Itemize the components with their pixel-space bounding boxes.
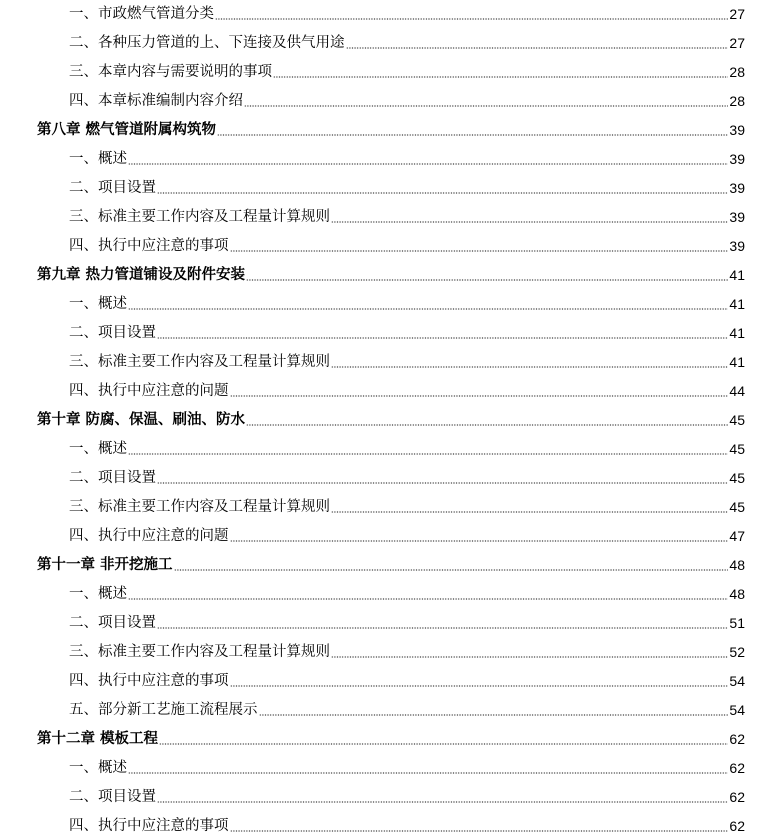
toc-entry-title: 第八章 燃气管道附属构筑物 [37, 122, 217, 138]
toc-dot-leader [230, 684, 729, 688]
toc-entry-title: 第十章 防腐、保温、刷油、防水 [37, 412, 246, 428]
toc-entry-title: 四、本章标准编制内容介绍 [69, 93, 243, 109]
toc-dot-leader [157, 481, 728, 485]
toc-chapter-entry[interactable] [37, 406, 745, 430]
toc-entry-title: 五、部分新工艺施工流程展示 [69, 702, 258, 718]
toc-section-entry[interactable] [69, 319, 745, 343]
toc-dot-leader [217, 133, 728, 137]
toc-entry-title: 二、项目设置 [69, 470, 156, 486]
toc-dot-leader [230, 539, 729, 543]
toc-entry-title: 三、标准主要工作内容及工程量计算规则 [69, 209, 330, 225]
toc-dot-leader [346, 46, 729, 50]
toc-entry-title: 三、标准主要工作内容及工程量计算规则 [69, 499, 330, 515]
toc-dot-leader [128, 162, 728, 166]
toc-section-entry[interactable] [69, 522, 745, 546]
toc-entry-title: 二、项目设置 [69, 789, 156, 805]
toc-entry-title: 四、执行中应注意的问题 [69, 383, 229, 399]
toc-page-number: 62 [729, 789, 745, 805]
toc-entry-title: 三、本章内容与需要说明的事项 [69, 64, 272, 80]
toc-dot-leader [157, 191, 728, 195]
toc-entry-title: 三、标准主要工作内容及工程量计算规则 [69, 354, 330, 370]
toc-page-number: 39 [729, 151, 745, 167]
toc-dot-leader [128, 307, 728, 311]
toc-dot-leader [215, 17, 728, 21]
toc-page-number: 45 [729, 499, 745, 515]
toc-page-number: 45 [729, 412, 745, 428]
toc-page-number: 47 [729, 528, 745, 544]
toc-page-number: 54 [729, 702, 745, 718]
toc-section-entry[interactable] [69, 435, 745, 459]
toc-chapter-entry[interactable] [37, 725, 745, 749]
toc-section-entry[interactable] [69, 58, 745, 82]
toc-section-entry[interactable] [69, 609, 745, 633]
toc-section-entry[interactable] [69, 348, 745, 372]
toc-entry-title: 第九章 热力管道铺设及附件安装 [37, 267, 246, 283]
toc-page-number: 62 [729, 818, 745, 834]
toc-dot-leader [259, 713, 729, 717]
toc-entry-title: 第十一章 非开挖施工 [37, 557, 173, 573]
toc-entry-title: 二、项目设置 [69, 325, 156, 341]
toc-entry-title: 三、标准主要工作内容及工程量计算规则 [69, 644, 330, 660]
toc-dot-leader [230, 829, 729, 833]
toc-section-entry[interactable] [69, 638, 745, 662]
toc-page-number: 45 [729, 441, 745, 457]
toc-section-entry[interactable] [69, 29, 745, 53]
toc-page-number: 52 [729, 644, 745, 660]
toc-page-number: 41 [729, 325, 745, 341]
toc-dot-leader [157, 800, 728, 804]
toc-section-entry[interactable] [69, 232, 745, 256]
toc-section-entry[interactable] [69, 174, 745, 198]
toc-dot-leader [331, 365, 728, 369]
toc-page-number: 27 [729, 35, 745, 51]
toc-section-entry[interactable] [69, 290, 745, 314]
toc-page-number: 51 [729, 615, 745, 631]
toc-page-number: 28 [729, 93, 745, 109]
toc-section-entry[interactable] [69, 812, 745, 836]
toc-page-number: 39 [729, 238, 745, 254]
toc-page-number: 27 [729, 6, 745, 22]
toc-page-number: 62 [729, 731, 745, 747]
toc-page-number: 54 [729, 673, 745, 689]
toc-dot-leader [230, 249, 729, 253]
toc-page-number: 39 [729, 209, 745, 225]
toc-dot-leader [331, 655, 728, 659]
toc-section-entry[interactable] [69, 667, 745, 691]
toc-chapter-entry[interactable] [37, 116, 745, 140]
toc-dot-leader [246, 423, 728, 427]
toc-page-number: 41 [729, 296, 745, 312]
toc-entry-title: 四、执行中应注意的问题 [69, 528, 229, 544]
toc-chapter-entry[interactable] [37, 551, 745, 575]
toc-dot-leader [331, 510, 728, 514]
toc-entry-title: 第十二章 模板工程 [37, 731, 159, 747]
toc-page-number: 44 [729, 383, 745, 399]
toc-entry-title: 一、概述 [69, 151, 127, 167]
toc-section-entry[interactable] [69, 754, 745, 778]
toc-entry-title: 一、概述 [69, 586, 127, 602]
toc-entry-title: 一、市政燃气管道分类 [69, 6, 214, 22]
toc-page-number: 39 [729, 180, 745, 196]
toc-chapter-entry[interactable] [37, 261, 745, 285]
toc-section-entry[interactable] [69, 464, 745, 488]
toc-section-entry[interactable] [69, 377, 745, 401]
toc-entry-title: 四、执行中应注意的事项 [69, 238, 229, 254]
toc-dot-leader [273, 75, 728, 79]
toc-section-entry[interactable] [69, 0, 745, 24]
toc-entry-title: 二、项目设置 [69, 615, 156, 631]
toc-dot-leader [128, 452, 728, 456]
toc-entry-title: 二、各种压力管道的上、下连接及供气用途 [69, 35, 345, 51]
toc-section-entry[interactable] [69, 493, 745, 517]
toc-entry-title: 二、项目设置 [69, 180, 156, 196]
toc-page-number: 39 [729, 122, 745, 138]
toc-page-number: 41 [729, 267, 745, 283]
toc-entry-title: 四、执行中应注意的事项 [69, 818, 229, 834]
toc-section-entry[interactable] [69, 580, 745, 604]
toc-entry-title: 一、概述 [69, 441, 127, 457]
toc-dot-leader [159, 742, 728, 746]
toc-section-entry[interactable] [69, 696, 745, 720]
toc-section-entry[interactable] [69, 87, 745, 111]
toc-section-entry[interactable] [69, 203, 745, 227]
toc-page-number: 41 [729, 354, 745, 370]
toc-dot-leader [230, 394, 729, 398]
toc-dot-leader [331, 220, 728, 224]
toc-dot-leader [244, 104, 728, 108]
toc-section-entry[interactable] [69, 783, 745, 807]
toc-dot-leader [157, 336, 728, 340]
toc-section-entry[interactable] [69, 145, 745, 169]
toc-dot-leader [128, 597, 728, 601]
toc-page-number: 48 [729, 557, 745, 573]
toc-dot-leader [157, 626, 728, 630]
toc-entry-title: 一、概述 [69, 760, 127, 776]
toc-dot-leader [174, 568, 729, 572]
toc-page-number: 45 [729, 470, 745, 486]
toc-page-number: 62 [729, 760, 745, 776]
toc-entry-title: 一、概述 [69, 296, 127, 312]
toc-page-number: 28 [729, 64, 745, 80]
toc-dot-leader [246, 278, 728, 282]
toc-page-number: 48 [729, 586, 745, 602]
toc-dot-leader [128, 771, 728, 775]
toc-entry-title: 四、执行中应注意的事项 [69, 673, 229, 689]
